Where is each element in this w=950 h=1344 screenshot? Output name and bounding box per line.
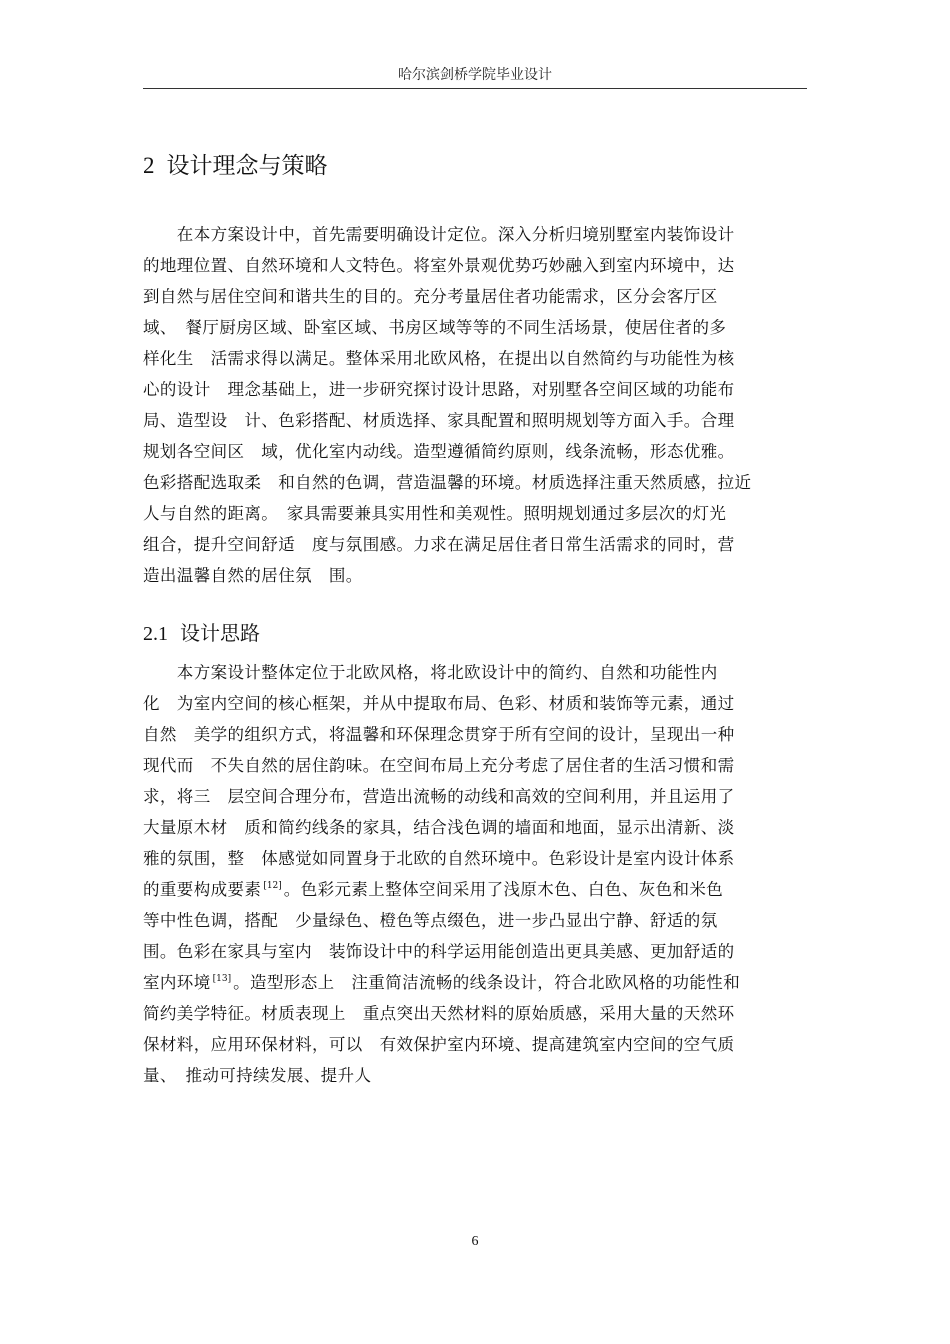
section-title: 设计理念与策略 bbox=[166, 153, 328, 179]
line-text: 室内环境 bbox=[143, 973, 211, 992]
paragraph-line: 组合，提升空间舒适 度与氛围感。力求在满足居住者日常生活需求的同时，营 bbox=[143, 535, 735, 554]
paragraph-line: 等中性色调，搭配 少量绿色、橙色等点缀色，进一步凸显出宁静、舒适的氛 bbox=[143, 911, 718, 930]
paragraph-line: 现代而 不失自然的居住韵味。在空间布局上充分考虑了居住者的生活习惯和需 bbox=[143, 756, 735, 775]
paragraph-line: 的地理位置、自然环境和人文特色。将室外景观优势巧妙融入到室内环境中，达 bbox=[143, 256, 735, 275]
subsection-paragraph bbox=[143, 657, 815, 1091]
paragraph-line: 局、造型设 计、色彩搭配、材质选择、家具配置和照明规划等方面入手。合理 bbox=[143, 411, 735, 430]
section-paragraph bbox=[143, 219, 815, 591]
paragraph-line: 雅的氛围，整 体感觉如同置身于北欧的自然环境中。色彩设计是室内设计体系 bbox=[143, 849, 735, 868]
line-text: 的重要构成要素 bbox=[143, 880, 262, 899]
paragraph-line: 心的设计 理念基础上，进一步研究探讨设计思路，对别墅各空间区域的功能布 bbox=[143, 380, 735, 399]
subsection-number: 2.1 bbox=[143, 623, 168, 645]
paragraph-line: 保材料，应用环保材料，可以 有效保护室内环境、提高建筑室内空间的空气质 bbox=[143, 1035, 735, 1054]
line-text: 。造型形态上 注重简洁流畅的线条设计，符合北欧风格的功能性和 bbox=[233, 973, 741, 992]
citation-reference: [12] bbox=[263, 881, 282, 891]
paragraph-line bbox=[143, 874, 815, 905]
paragraph-line bbox=[143, 967, 815, 998]
page-header bbox=[143, 64, 807, 90]
header-divider bbox=[143, 88, 807, 89]
paragraph-line: 到自然与居住空间和谐共生的目的。充分考量居住者功能需求，区分会客厅区 bbox=[143, 287, 718, 306]
paragraph-line: 量、 推动可持续发展、提升人 bbox=[143, 1066, 372, 1085]
citation-reference: [13] bbox=[212, 974, 232, 984]
section-number: 2 bbox=[143, 153, 155, 178]
line-text: 。色彩元素上整体空间采用了浅原木色、白色、灰色和米色 bbox=[283, 880, 724, 899]
page-number: 6 bbox=[471, 1234, 479, 1249]
paragraph-line: 在本方案设计中，首先需要明确设计定位。深入分析归境别墅室内装饰设计 bbox=[143, 225, 735, 244]
paragraph-line: 色彩搭配选取柔 和自然的色调，营造温馨的环境。材质选择注重天然质感，拉近 bbox=[143, 473, 752, 492]
subsection-heading bbox=[143, 617, 260, 650]
paragraph-line: 域、 餐厅厨房区域、卧室区域、书房区域等等的不同生活场景，使居住者的多 bbox=[143, 318, 727, 337]
paragraph-line: 自然 美学的组织方式，将温馨和环保理念贯穿于所有空间的设计，呈现出一种 bbox=[143, 725, 735, 744]
paragraph-line: 样化生 活需求得以满足。整体采用北欧风格，在提出以自然简约与功能性为核 bbox=[143, 349, 735, 368]
paragraph-line: 求，将三 层空间合理分布，营造出流畅的动线和高效的空间利用，并且运用了 bbox=[143, 787, 735, 806]
paragraph-line: 本方案设计整体定位于北欧风格，将北欧设计中的简约、自然和功能性内 bbox=[143, 663, 718, 682]
subsection-title: 设计思路 bbox=[180, 621, 260, 645]
paragraph-line: 围。色彩在家具与室内 装饰设计中的科学运用能创造出更具美感、更加舒适的 bbox=[143, 942, 735, 961]
paragraph-line: 人与自然的距离。 家具需要兼具实用性和美观性。照明规划通过多层次的灯光 bbox=[143, 504, 727, 523]
paragraph-line: 化 为室内空间的核心框架，并从中提取布局、色彩、材质和装饰等元素，通过 bbox=[143, 694, 735, 713]
paragraph-line: 规划各空间区 域，优化室内动线。造型遵循简约原则，线条流畅，形态优雅。 bbox=[143, 442, 735, 461]
paragraph-line: 简约美学特征。材质表现上 重点突出天然材料的原始质感，采用大量的天然环 bbox=[143, 1004, 735, 1023]
paragraph-line: 造出温馨自然的居住氛 围。 bbox=[143, 566, 363, 585]
paragraph-line: 大量原木材 质和简约线条的家具，结合浅色调的墙面和地面，显示出清新、淡 bbox=[143, 818, 735, 837]
section-heading bbox=[143, 148, 328, 184]
header-title: 哈尔滨剑桥学院毕业设计 bbox=[398, 67, 552, 83]
